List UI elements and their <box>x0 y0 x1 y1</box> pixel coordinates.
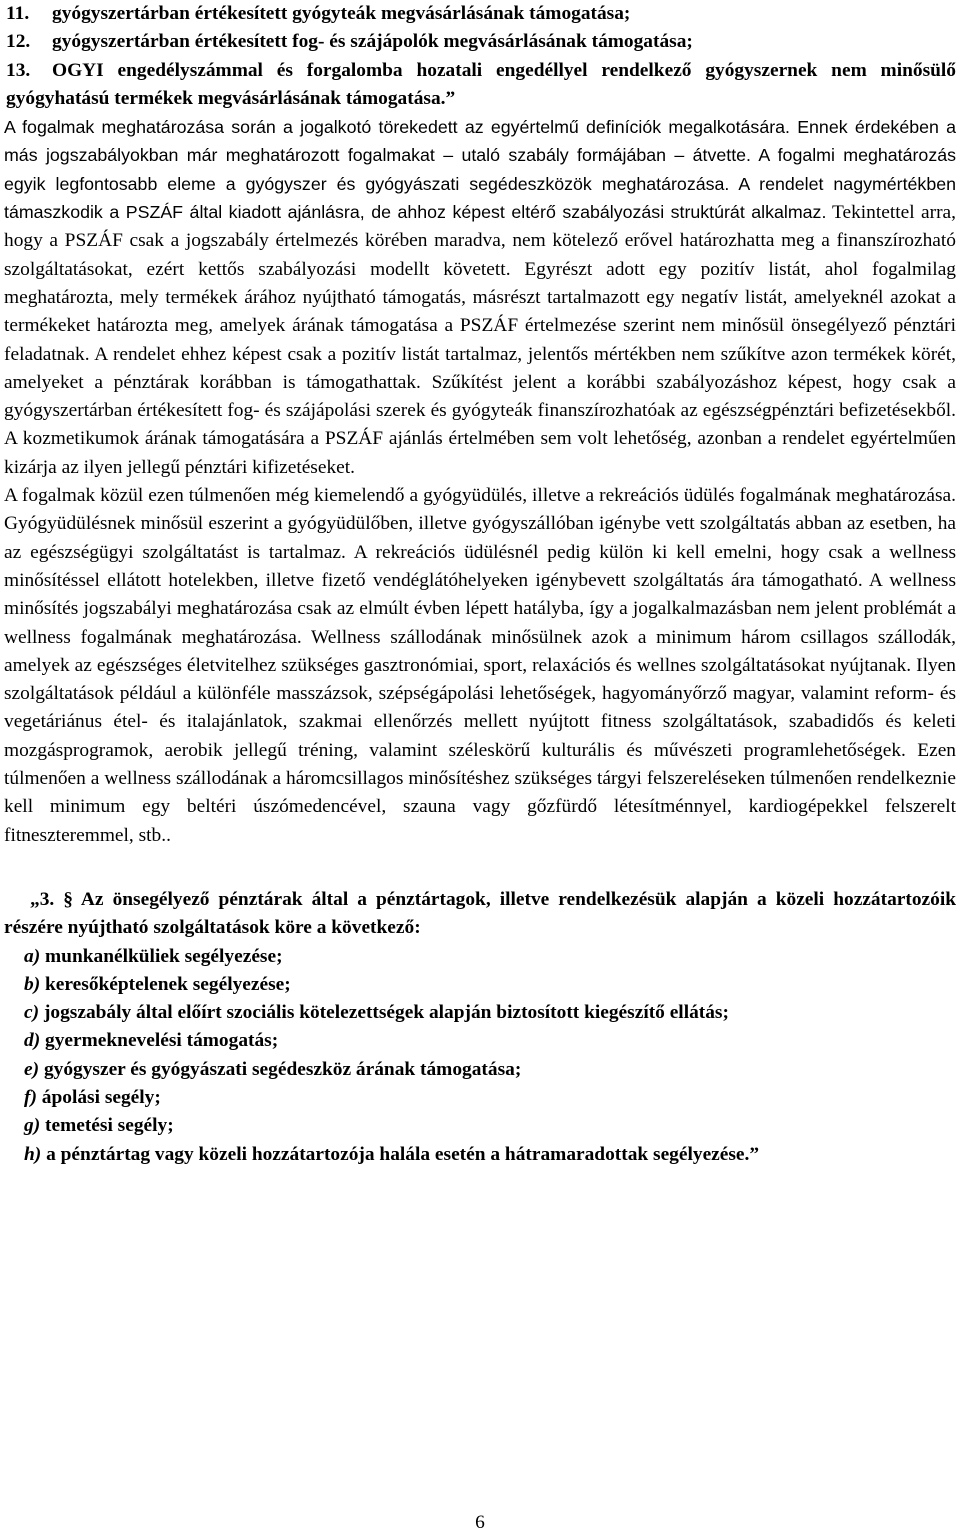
section-3-item <box>4 943 956 971</box>
item-letter: h) <box>24 1143 42 1165</box>
paragraph-wellness: A fogalmak közül ezen túlmenően még kiemelendő a gyógyüdülés, illetve a rekreációs üdülés fogalmának meghatározása. Gyógyüdülésnek minősül eszerint a gyógyüdülőben, illetve gyógyszállóban igénybe vett szolgáltatás abban az esetben, ha az egészségügyi szolgáltatást is tartalmaz. A rekreációs üdülésnél pedig külön ki kell emelni, hogy csak a wellness minősítéssel ellátott hotelekben, illetve fizető vendéglátóhelyeken igénybevett szolgáltatás ára támogatható. A wellness minősítés jogszabályi meghatározása csak az elmúlt évben lépett hatályba, így a jogalkalmazásban nem jelent problémát a wellness fogalmának meghatározása. Wellness szállodának minősülnek azok a minimum három csillagos szállodák, amelyek az egészséges életvitelhez szükséges gasztronómiai, sport, relaxációs és wellnes szolgáltatásokat nyújtanak. Ilyen szolgáltatások például a különféle masszázsok, szépségápolási lehetőségek, hagyományőrző magyar, valamint reform- és vegetáriánus étel- és italajánlatok, szakmai ellenőrzés mellett nyújtott fitness szolgáltatások, szabadidős és keleti mozgásprogramok, aerobik jellegű tréning, valamint széleskörű kulturális és művészeti programlehetőségek. Ezen túlmenően a wellness szállodának a háromcsillagos minősítéshez szükséges tárgyi felszereléseken túlmenően rendelkeznie kell minimum egy beltéri úszómedencével, szauna vagy gőzfürdő létesítménnyel, kardiogépekkel felszerelt fitneszteremmel, stb.. <box>4 485 956 846</box>
list-item-text: OGYI engedélyszámmal és forgalomba hozatali engedéllyel rendelkező gyógyszernek nem minősülő gyógyhatású termékek megvásárlásának támogatása.” <box>6 59 956 109</box>
list-item-text: gyógyszertárban értékesített fog- és szájápolók megvásárlásának támogatása; <box>52 31 693 53</box>
list-item <box>4 57 956 114</box>
paragraph-definitions <box>4 113 956 482</box>
item-text: jogszabály által előírt szociális kötelezettségek alapján biztosított kiegészítő ellátás; <box>43 1002 729 1024</box>
item-letter: a) <box>24 945 41 967</box>
section-3-item <box>4 999 956 1027</box>
item-letter: e) <box>24 1058 40 1080</box>
item-letter: c) <box>24 1002 40 1024</box>
item-text: temetési segély; <box>45 1115 174 1137</box>
section-3-item <box>4 971 956 999</box>
section-3-item <box>4 1141 956 1169</box>
page-number: 6 <box>475 1512 485 1533</box>
paragraph-definitions-sans-text: A fogalmak meghatározása során a jogalkotó törekedett az egyértelmű definíciók megalkotására. Ennek érdekében a más jogszabályokban már meghatározott fogalmakat – utaló szabály formájában – átvette. A fogalmi meghatározás egyik legfontosabb eleme a gyógyszer és gyógyászati segédeszközök meghatározása. A rendelet nagymértékben támaszkodik a PSZÁF által kiadott ajánlásra, de ahhoz képest eltérő szabályozási struktúrát alkalmaz. <box>4 117 956 223</box>
item-letter: g) <box>24 1115 41 1137</box>
section-3-heading: „3. § Az önsegélyező pénztárak által a pénztártagok, illetve rendelkezésük alapján a közeli hozzátartozóik részére nyújtható szolgáltatások köre a következő: <box>4 888 956 939</box>
list-item <box>4 0 956 28</box>
document-page <box>4 0 956 1169</box>
paragraph-definitions-serif-text: Tekintettel arra, hogy a PSZÁF csak a jogszabály értelmezés körében maradva, nem kötelező erővel határozhatta meg a finanszírozható szolgáltatásokat, ezért kettős szabályozási modellt követett. Egyrészt adott egy pozitív listát, ahol fogalmilag meghatározta, mely termékek árához nyújtható támogatás, másrészt tartalmazott egy negatív listát, amelyeknél azokat a termékeket határozta meg, amelyek árának támogatása a PSZÁF értelmezése szerint nem minősül önsegélyező pénztári feladatnak. A rendelet ehhez képest csak a pozitív listát tartalmaz, jelentős mértékben nem szűkítve azon termékek körét, amelyeket a pénztárak korábban is támogathattak. Szűkítést jelent a korábbi szabályozáshoz képest, hogy csak a gyógyszertárban értékesített fog- és szájápolási szerek és gyógyteák finanszírozhatóak az egészségpénztári befizetésekből. A kozmetikumok árának támogatására a PSZÁF ajánlás értelmében sem volt lehetőség, azonban a rendelet egyértelműen kizárja az ilyen jellegű pénztári kifizetéseket. <box>4 202 957 478</box>
list-item <box>4 28 956 56</box>
section-3 <box>4 886 956 1169</box>
section-3-list <box>4 943 956 1169</box>
list-item-number: 11. <box>6 3 30 24</box>
list-item-text: gyógyszertárban értékesített gyógyteák megvásárlásának támogatása; <box>52 3 631 24</box>
item-text: gyógyszer és gyógyászati segédeszköz árának támogatása; <box>43 1058 522 1080</box>
section-3-item <box>4 1027 956 1055</box>
item-letter: d) <box>24 1030 41 1052</box>
item-text: ápolási segély; <box>41 1086 161 1108</box>
item-letter: f) <box>24 1086 37 1108</box>
section-3-item <box>4 1056 956 1084</box>
section-3-item <box>4 1084 956 1112</box>
section-3-item <box>4 1112 956 1140</box>
numbered-list <box>4 0 956 113</box>
list-item-number: 12. <box>6 31 31 53</box>
item-text: keresőképtelenek segélyezése; <box>45 973 291 995</box>
item-text: gyermeknevelési támogatás; <box>45 1030 279 1052</box>
item-letter: b) <box>24 973 41 995</box>
item-text: a pénztártag vagy közeli hozzátartozója halála esetén a hátramaradottak segélyezése.” <box>46 1143 760 1165</box>
item-text: munkanélküliek segélyezése; <box>45 945 283 967</box>
list-item-number: 13. <box>6 59 31 81</box>
